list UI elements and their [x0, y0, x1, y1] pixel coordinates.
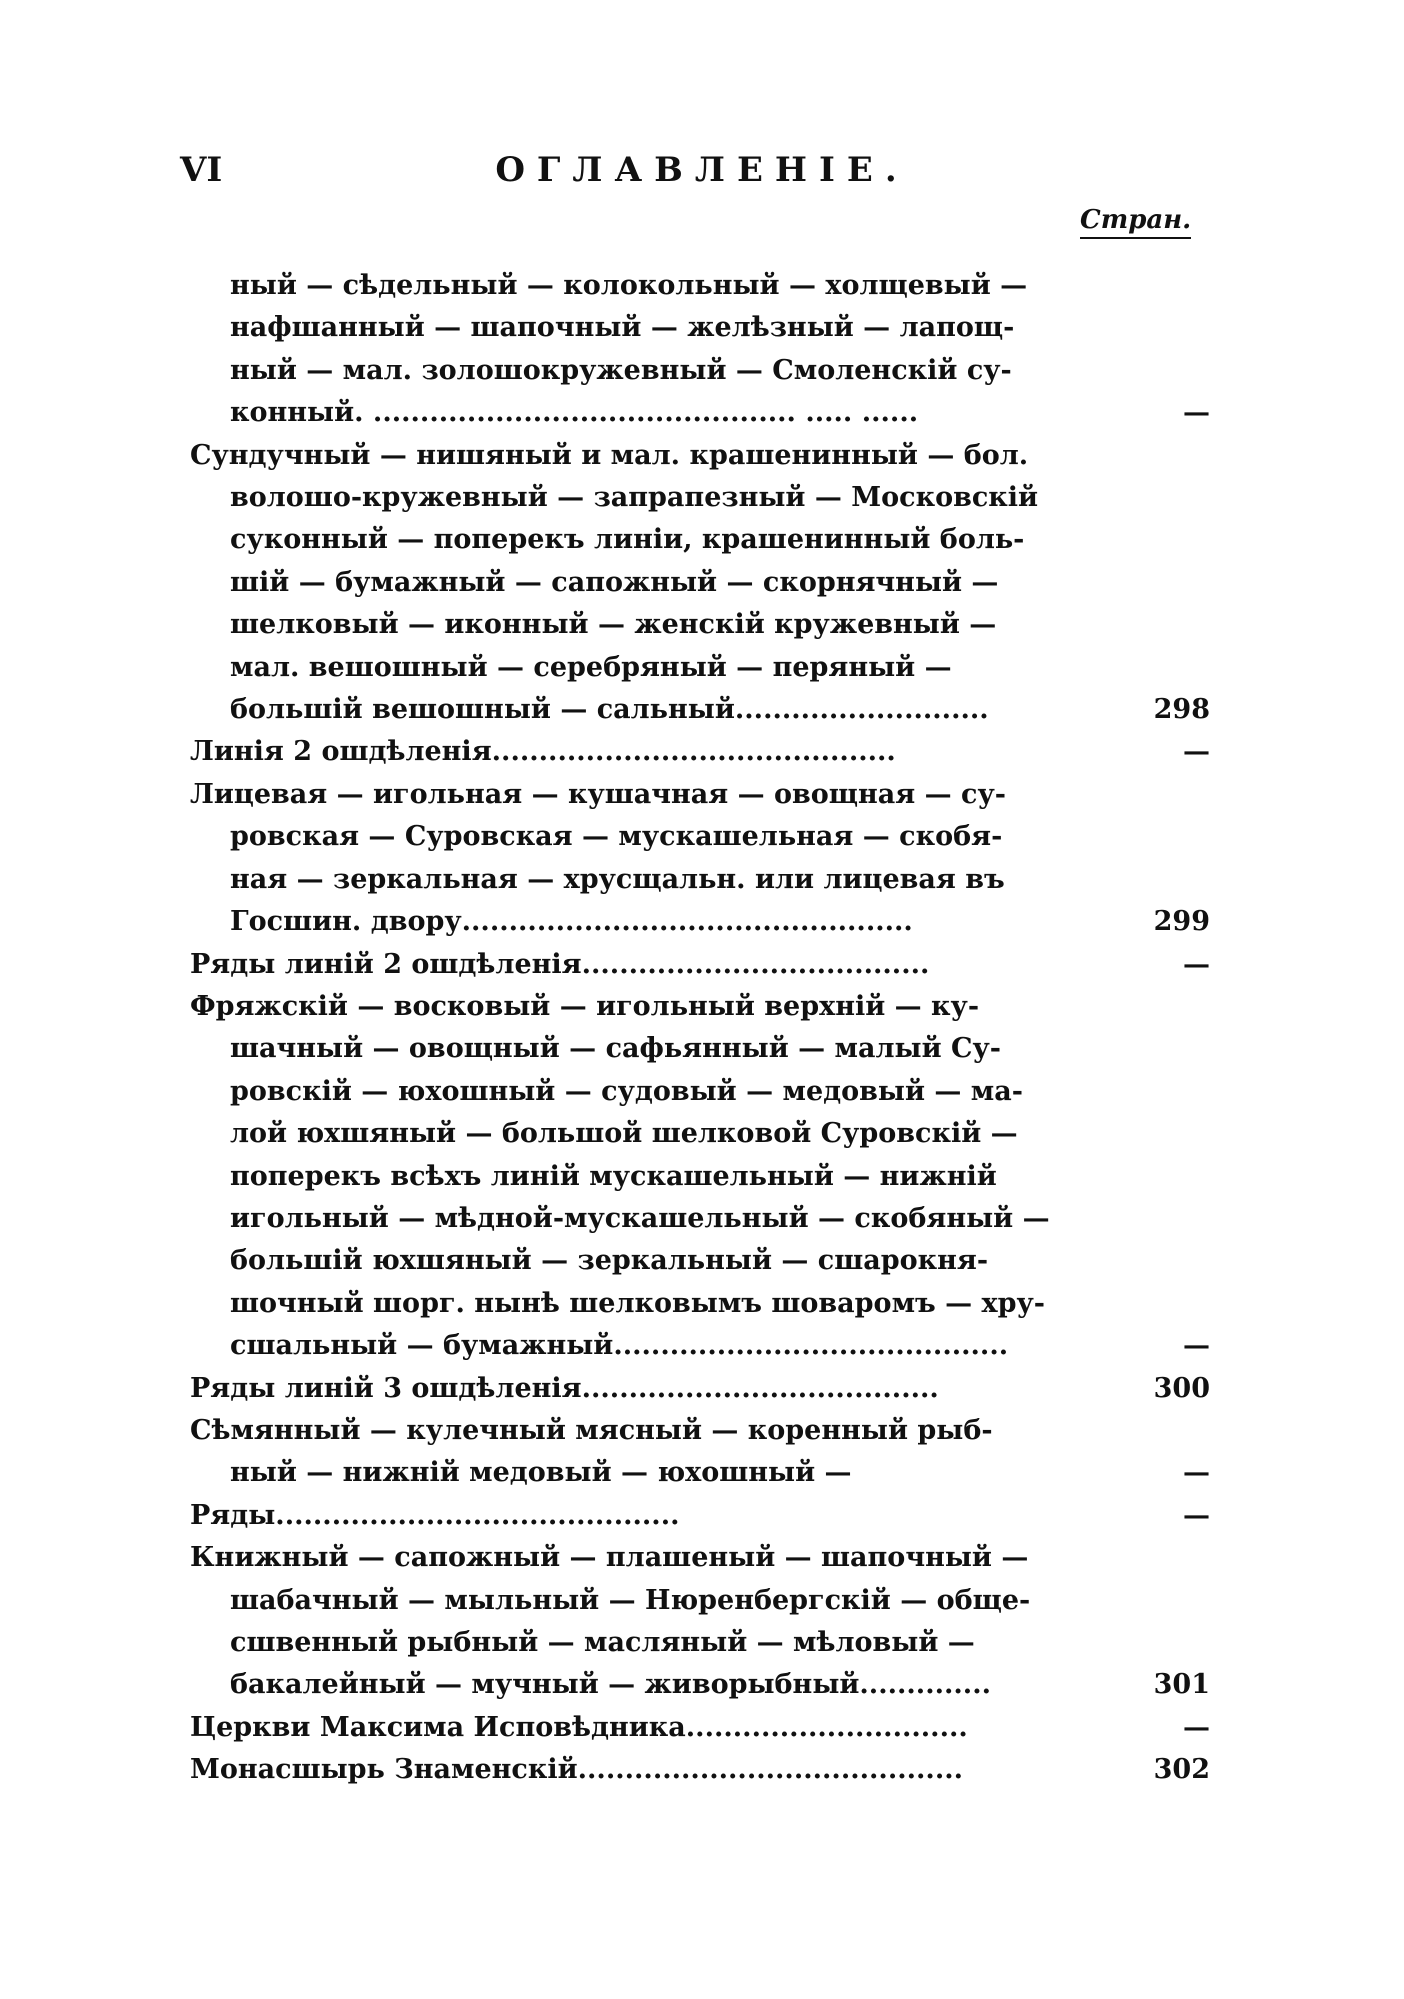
toc-entry-page: 302 — [1153, 1754, 1210, 1786]
running-title: ОГЛАВЛЕНІЕ. — [495, 150, 909, 190]
toc-entry — [190, 731, 1210, 773]
toc-entry-text: Книжный — сапожный — плашеный — шапочный — шабачный — мыльный — Нюренбергскій — обще- сшвенный рыбный — масляный — мѣловый — бакалейный — мучный — живорыбный.............. — [190, 1542, 1031, 1701]
toc-entry — [190, 986, 1210, 1368]
toc-entry-text: Монасшырь Знаменскій......................................... — [190, 1754, 964, 1786]
toc-entry-text: Ряды линій 3 ошдѣленія...................................... — [190, 1372, 939, 1404]
toc-entry-text: Сѣмянный — кулечный мясный — коренный рыб- ный — нижній медовый — юхошный — — [190, 1414, 993, 1489]
toc-entry-text: Ряды........................................... — [190, 1499, 680, 1531]
toc-entry — [190, 265, 1210, 435]
toc-entry — [190, 1410, 1210, 1495]
toc-entry-page: 298 — [1153, 694, 1210, 726]
toc-entry-page: — — [1183, 948, 1210, 980]
toc-entry — [190, 435, 1210, 732]
toc-entry-page: — — [1183, 1330, 1210, 1362]
toc-entry — [190, 774, 1210, 944]
toc-entry-text: ный — сѣдельный — колокольный — холщевый — нафшанный — шапочный — желѣзный — лапощ- ный — мал. золошокружевный — Смоленскій су- конный. ............................................. ..... ...... — [230, 270, 1028, 429]
toc-entry-page: — — [1183, 1457, 1210, 1489]
toc-entry-page: 301 — [1153, 1669, 1210, 1701]
toc-entry-text: Церкви Максима Исповѣдника.............................. — [190, 1711, 968, 1743]
toc-entry-text: Линія 2 ошдѣленія........................................... — [190, 736, 896, 768]
toc-entry-page: — — [1183, 736, 1210, 768]
toc-entry — [190, 1749, 1210, 1791]
toc-entry-page: — — [1183, 1499, 1210, 1531]
toc-entry — [190, 944, 1210, 986]
toc-entry-text: Ряды линій 2 ошдѣленія..................................... — [190, 948, 930, 980]
table-of-contents — [190, 265, 1210, 1792]
toc-entry — [190, 1495, 1210, 1537]
toc-entry-text: Фряжскій — восковый — игольный верхній — ку- шачный — овощный — сафьянный — малый Су- ровскій — юхошный — судовый — медовый — ма- лой юхшяный — большой шелковой Суровскій — поперекъ всѣхъ линій мускашельный — нижній игольный — мѣдной-мускашельный — скобяный — большій юхшяный — зеркальный — сшарокня- шочный шорг. нынѣ шелковымъ шоваромъ — хру- сшальный — бумажный.......................................... — [190, 990, 1050, 1362]
page-number: VI — [180, 150, 223, 190]
toc-entry — [190, 1368, 1210, 1410]
toc-entry — [190, 1537, 1210, 1707]
toc-entry-page: — — [1183, 1711, 1210, 1743]
toc-entry — [190, 1707, 1210, 1749]
page-column-label: Стран. — [1080, 205, 1191, 239]
toc-entry-text: Лицевая — игольная — кушачная — овощная — су- ровская — Суровская — мускашельная — скобя- ная — зеркальная — хрусщальн. или лицевая въ Госшин. двору................................................ — [190, 778, 1006, 938]
toc-entry-page: 300 — [1153, 1372, 1210, 1404]
toc-entry-page: 299 — [1153, 906, 1210, 938]
toc-entry-page: — — [1183, 397, 1210, 429]
toc-entry-text: Сундучный — нишяный и мал. крашенинный — бол. волошо-кружевный — запрапезный — Московскій суконный — поперекъ линіи, крашенинный боль- шій — бумажный — сапожный — скорнячный — шелковый — иконный — женскій кружевный — мал. вешошный — серебряный — перяный — большій вешошный — сальный........................... — [190, 439, 1039, 726]
